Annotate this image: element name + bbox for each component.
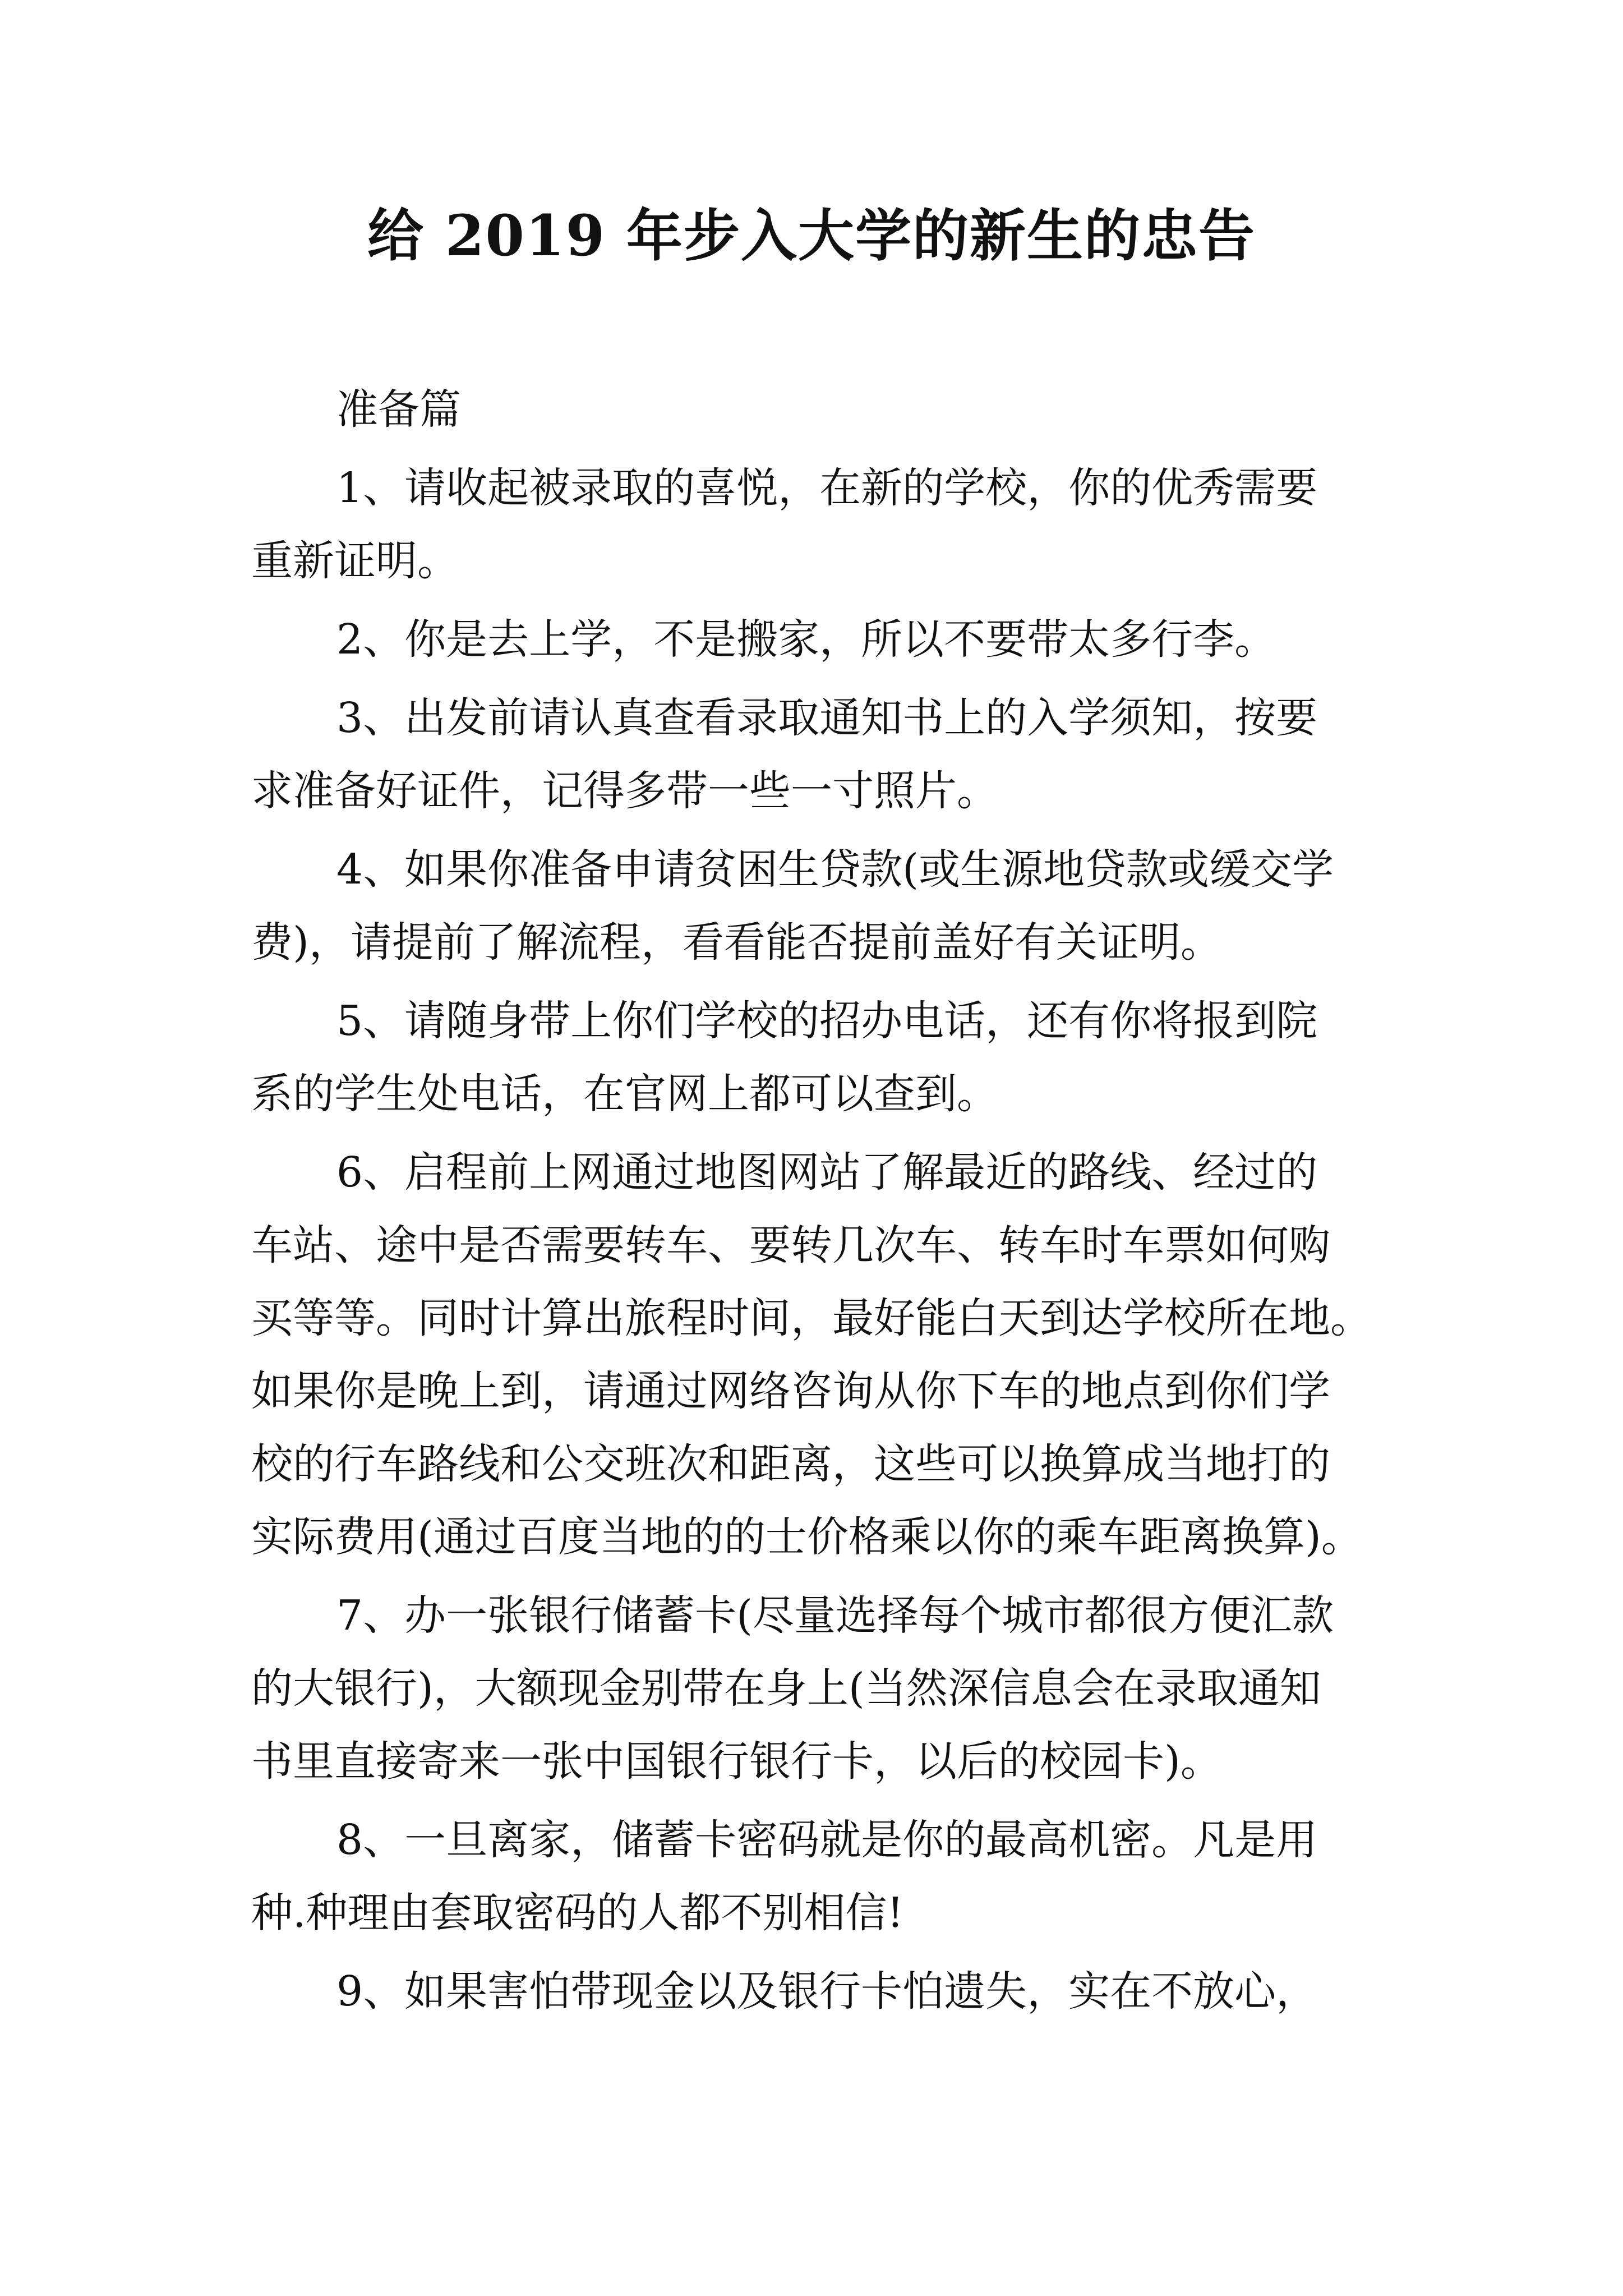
paragraph-line: 书里直接寄来一张中国银行银行卡，以后的校园卡)。: [251, 1737, 1222, 1786]
paragraph-line: 3、出发前请认真查看录取通知书上的入学须知，按要: [336, 694, 1318, 742]
paragraph-line: 5、请随身带上你们学校的招办电话，还有你将报到院: [336, 997, 1318, 1045]
paragraph-line: 1、请收起被录取的喜悦，在新的学校，你的优秀需要: [336, 464, 1318, 512]
paragraph-line: 4、如果你准备申请贫困生贷款(或生源地贷款或缓交学: [336, 845, 1334, 894]
paragraph-line: 2、你是去上学，不是搬家，所以不要带太多行李。: [336, 615, 1276, 664]
paragraph-line: 车站、途中是否需要转车、要转几次车、转车时车票如何购: [251, 1221, 1330, 1269]
document-title: 给 2019 年步入大学的新生的忠告: [367, 203, 1256, 269]
paragraph-line: 买等等。同时计算出旅程时间，最好能白天到达学校所在地。: [251, 1294, 1372, 1342]
paragraph-line: 实际费用(通过百度当地的的士价格乘以你的乘车距离换算)。: [251, 1513, 1363, 1561]
paragraph-line: 9、如果害怕带现金以及银行卡怕遗失，实在不放心，: [336, 1967, 1318, 2016]
paragraph-line: 重新证明。: [251, 537, 459, 585]
paragraph-line: 6、启程前上网通过地图网站了解最近的路线、经过的: [336, 1148, 1318, 1197]
paragraph-line: 8、一旦离家，储蓄卡密码就是你的最高机密。凡是用: [336, 1816, 1318, 1864]
paragraph-line: 7、办一张银行储蓄卡(尽量选择每个城市都很方便汇款: [336, 1591, 1334, 1640]
paragraph-line: 求准备好证件，记得多带一些一寸照片。: [251, 767, 998, 815]
paragraph-line: 费)，请提前了解流程，看看能否提前盖好有关证明。: [251, 918, 1222, 967]
section-heading: 准备篇: [336, 385, 461, 434]
paragraph-line: 种.种理由套取密码的人都不别相信!: [251, 1889, 904, 1937]
paragraph-line: 的大银行)，大额现金别带在身上(当然深信息会在录取通知: [251, 1664, 1321, 1713]
paragraph-line: 校的行车路线和公交班次和距离，这些可以换算成当地打的: [251, 1440, 1330, 1488]
paragraph-line: 如果你是晚上到，请通过网络咨询从你下车的地点到你们学: [251, 1367, 1330, 1415]
paragraph-line: 系的学生处电话，在官网上都可以查到。: [251, 1070, 998, 1118]
